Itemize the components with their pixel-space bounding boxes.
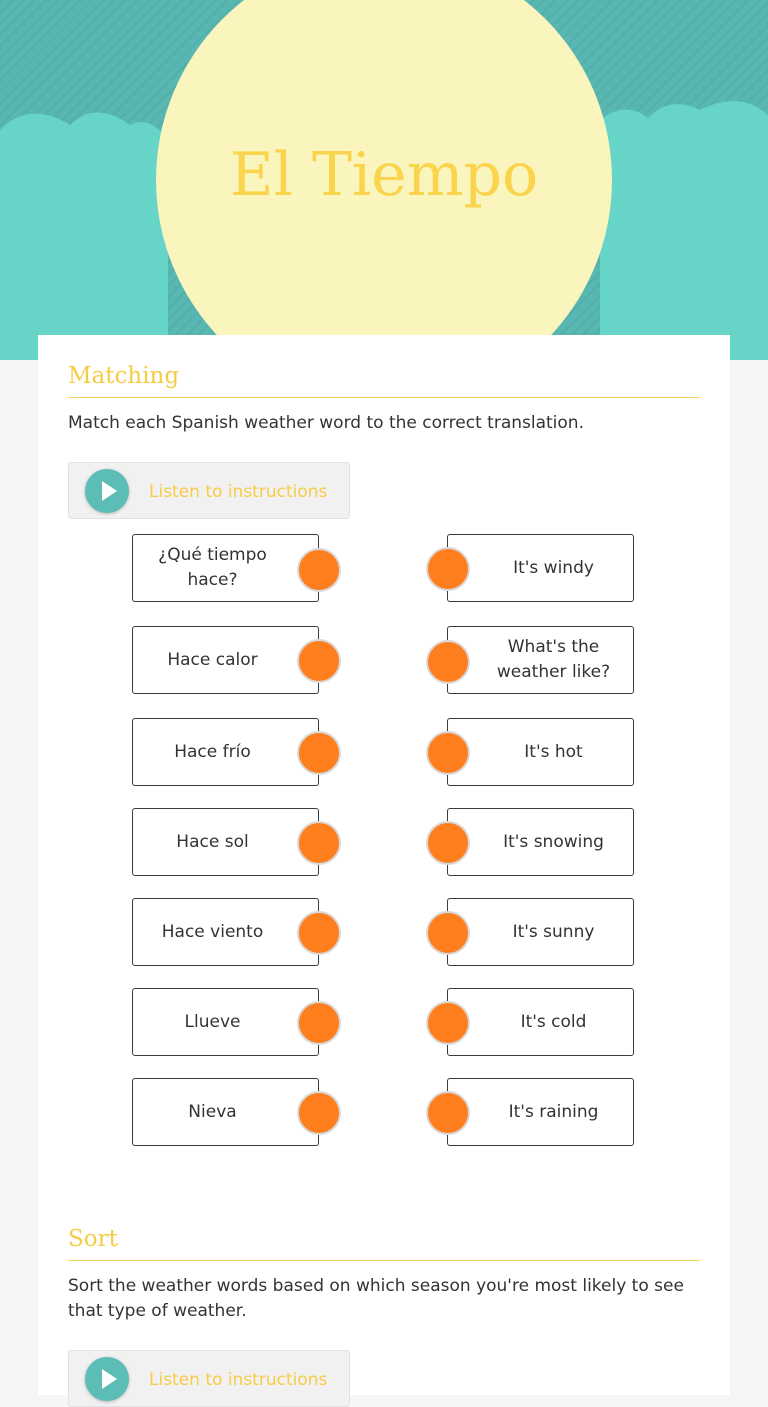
match-right-item[interactable]	[447, 898, 634, 966]
listen-button-sort[interactable]	[68, 1350, 350, 1407]
play-icon	[102, 1369, 117, 1389]
match-left-connector[interactable]	[297, 548, 341, 592]
match-right-connector[interactable]	[426, 821, 470, 865]
match-left-label: Llueve	[184, 1011, 241, 1032]
match-left-label: Hace viento	[161, 921, 264, 942]
match-right-connector[interactable]	[426, 1091, 470, 1135]
match-left-connector[interactable]	[297, 821, 341, 865]
sort-instructions: Sort the weather words based on which season you're most likely to see that type of weather.	[68, 1276, 684, 1321]
match-right-item[interactable]	[447, 988, 634, 1056]
listen-label: Listen to instructions	[149, 482, 328, 502]
worksheet	[38, 335, 730, 1395]
header-banner	[0, 0, 768, 360]
match-left-label: ¿Qué tiempo hace?	[158, 545, 267, 590]
match-left-label: Nieva	[188, 1101, 237, 1122]
match-right-connector[interactable]	[426, 731, 470, 775]
play-button[interactable]	[85, 469, 129, 513]
match-left-connector[interactable]	[297, 1001, 341, 1045]
match-left-item[interactable]	[132, 988, 319, 1056]
page-title: El Tiempo	[229, 140, 539, 210]
match-right-label: What's the weather like?	[496, 637, 611, 682]
match-right-label: It's hot	[524, 741, 583, 762]
match-left-connector[interactable]	[297, 639, 341, 683]
match-left-item[interactable]	[132, 718, 319, 786]
match-right-label: It's cold	[520, 1011, 587, 1032]
match-right-label: It's raining	[508, 1101, 599, 1122]
match-left-label: Hace sol	[176, 831, 249, 852]
section-title-sort: Sort	[68, 1226, 700, 1261]
match-right-connector[interactable]	[426, 1001, 470, 1045]
match-right-connector[interactable]	[426, 640, 470, 684]
match-right-connector[interactable]	[426, 547, 470, 591]
match-left-item[interactable]	[132, 808, 319, 876]
match-right-item[interactable]	[447, 718, 634, 786]
match-right-item[interactable]	[447, 534, 634, 602]
match-right-item[interactable]	[447, 1078, 634, 1146]
match-left-connector[interactable]	[297, 1091, 341, 1135]
match-right-label: It's sunny	[512, 921, 595, 942]
play-icon	[102, 481, 117, 501]
listen-label: Listen to instructions	[149, 1370, 328, 1390]
matching-instructions: Match each Spanish weather word to the correct translation.	[68, 413, 584, 433]
match-left-connector[interactable]	[297, 731, 341, 775]
match-left-item[interactable]	[132, 1078, 319, 1146]
match-right-connector[interactable]	[426, 911, 470, 955]
match-right-item[interactable]	[447, 808, 634, 876]
play-button[interactable]	[85, 1357, 129, 1401]
listen-button-matching[interactable]	[68, 462, 350, 519]
match-right-item[interactable]	[447, 626, 634, 694]
match-left-label: Hace calor	[167, 649, 258, 670]
section-title-matching: Matching	[68, 363, 700, 398]
match-right-label: It's windy	[513, 557, 594, 578]
match-left-item[interactable]	[132, 534, 319, 602]
match-left-item[interactable]	[132, 626, 319, 694]
match-right-label: It's snowing	[503, 831, 604, 852]
match-left-label: Hace frío	[174, 741, 251, 762]
match-left-item[interactable]	[132, 898, 319, 966]
match-left-connector[interactable]	[297, 911, 341, 955]
